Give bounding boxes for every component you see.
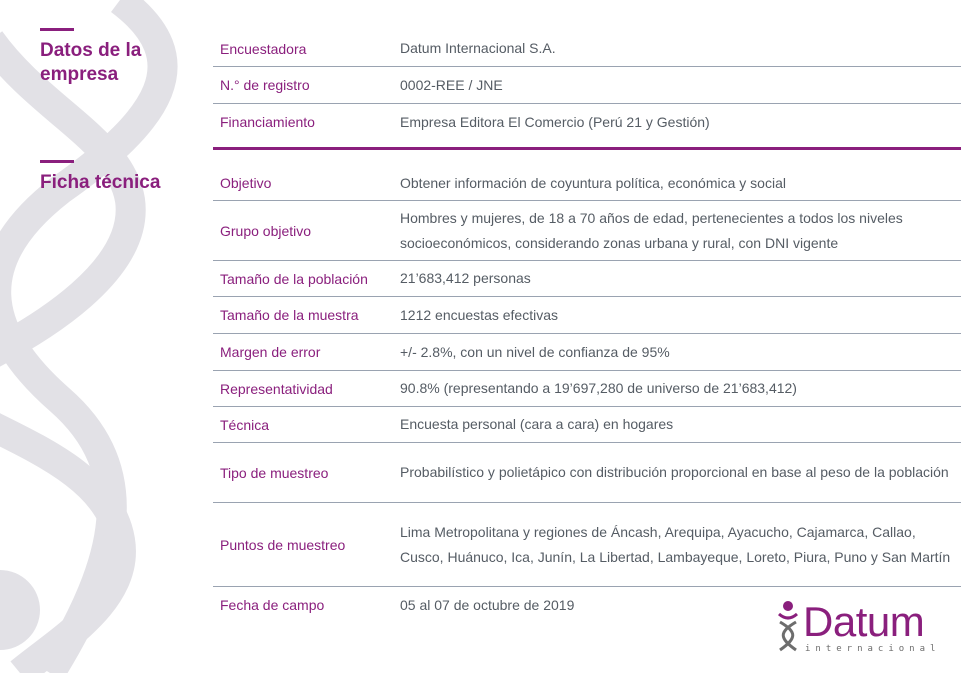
table-row [213, 371, 961, 407]
row-label: Grupo objetivo [220, 222, 312, 239]
row-value: Hombres y mujeres, de 18 a 70 años de edad, pertenecientes a todos los niveles socioeconómicos, considerando zonas urbana y rural, con DNI vigente [400, 209, 903, 251]
row-value: Lima Metropolitana y regiones de Áncash, Arequipa, Ayacucho, Cajamarca, Callao, Cusco, Huánuco, Ica, Junín, La Libertad, Lambayeque, Loreto, Piura, Puno y San Martín [400, 523, 951, 565]
table-row [213, 67, 961, 104]
table-row [213, 104, 961, 140]
row-label: Tipo de muestreo [220, 464, 329, 481]
section-accent-bar [40, 160, 74, 163]
table-row [213, 334, 961, 371]
company-data-table [213, 31, 961, 140]
row-label: Objetivo [220, 175, 272, 191]
row-label: Encuestadora [220, 40, 307, 57]
row-value: 0002-REE / JNE [400, 76, 503, 93]
section-divider [213, 147, 961, 150]
row-value: Probabilístico y polietápico con distribución proporcional en base al peso de la población [400, 464, 949, 480]
row-value: 90.8% (representando a 19’697,280 de universo de 21’683,412) [400, 380, 797, 396]
row-value: Datum Internacional S.A. [400, 40, 556, 56]
logo-wordmark: Datum [803, 598, 925, 645]
dna-helix-decoration [0, 0, 200, 673]
row-label: Fecha de campo [220, 597, 325, 613]
tech-section-title: Ficha técnica [40, 172, 161, 193]
section-accent-bar [40, 28, 74, 31]
row-value: +/- 2.8%, con un nivel de confianza de 95% [400, 343, 670, 360]
logo-tagline: internacional [805, 644, 941, 654]
row-value: Encuesta personal (cara a cara) en hogares [400, 416, 674, 432]
tech-section-header [40, 160, 190, 195]
row-label: Margen de error [220, 344, 321, 360]
row-value: 1212 encuestas efectivas [400, 306, 558, 323]
row-label: Tamaño de la población [220, 270, 368, 287]
row-value: Obtener información de coyuntura política, económica y social [400, 174, 786, 191]
row-value: 21’683,412 personas [400, 270, 531, 286]
row-label: Técnica [220, 416, 270, 433]
table-row [213, 407, 961, 443]
table-row [213, 443, 961, 503]
helix-figure-icon [775, 600, 801, 658]
table-row [213, 166, 961, 201]
table-row [213, 503, 961, 587]
row-value: Empresa Editora El Comercio (Perú 21 y Gestión) [400, 113, 710, 130]
company-section-header [40, 28, 190, 87]
company-section-title: Datos de la empresa [40, 40, 142, 85]
row-value: 05 al 07 de octubre de 2019 [400, 596, 575, 613]
row-label: Puntos de muestreo [220, 536, 346, 553]
table-row [213, 297, 961, 334]
row-label: Tamaño de la muestra [220, 307, 359, 323]
table-row [213, 31, 961, 67]
row-label: N.° de registro [220, 77, 310, 93]
table-row [213, 261, 961, 297]
row-label: Financiamiento [220, 114, 315, 130]
tech-data-table [213, 166, 961, 623]
datum-logo [775, 600, 955, 660]
row-label: Representatividad [220, 380, 333, 397]
table-row [213, 201, 961, 261]
